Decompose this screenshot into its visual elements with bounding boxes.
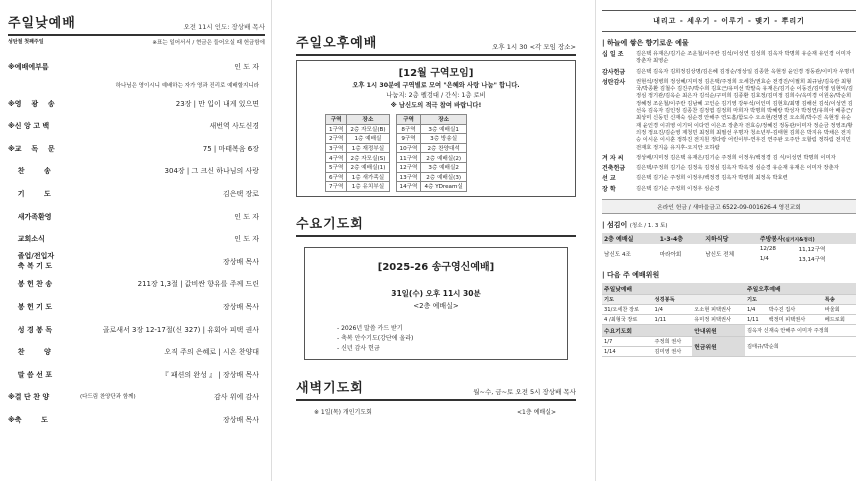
district-meeting-title: [12월 구역모임] xyxy=(398,68,474,79)
dawn-prayer-right: <1층 예배실> xyxy=(517,408,556,416)
table-cell: 4구역 xyxy=(326,153,347,163)
table-header-row xyxy=(326,115,467,125)
morning-worship-title: 주일낮예배 xyxy=(8,16,76,31)
morning-worship-subtitle xyxy=(8,38,265,46)
table-cell: 1/7 xyxy=(602,337,653,347)
table-cell: 유미정 피택권사 xyxy=(692,315,745,325)
table-header-cell: 기도 xyxy=(745,295,823,305)
servers-section-title xyxy=(602,220,856,230)
order-item-value: 75 | 마태복음 6장 xyxy=(202,144,259,153)
order-item-value: 하나님은 영이시니 예배하는 자가 영과 진리로 예배할지니라 xyxy=(115,82,259,89)
table-cell: 1층 재정부실 xyxy=(347,143,389,153)
table-cell: 14구역 xyxy=(396,182,421,192)
order-item-label: 봉 헌 기 도 xyxy=(8,302,53,311)
offering-names: 김은택 김기순 주정희 이정우/백정경 김옥자 박명희 최정옥 박효련 xyxy=(636,175,788,182)
table-header-cell: 장소 xyxy=(421,115,466,125)
table-header-cell: 구역 xyxy=(326,115,347,125)
order-item xyxy=(8,364,265,387)
sunday-morning-worship-column xyxy=(0,0,272,481)
table-cell: 오소현 피택권사 xyxy=(692,305,745,315)
table-header-cell xyxy=(758,233,856,244)
table-header-cell: 헌금위원 xyxy=(692,337,745,357)
order-item-label: ※교 독 문 xyxy=(8,144,55,153)
table-cell: 3층 방송실 xyxy=(421,134,466,144)
order-item xyxy=(8,93,265,116)
table-cell: 1층 유치부실 xyxy=(347,182,389,192)
list-item: - 축복 안수기도(강단에 올라) xyxy=(337,334,414,342)
afternoon-worship-title: 주일오후예배 xyxy=(296,36,378,51)
order-item-value: 김은택 장로 xyxy=(222,189,259,198)
table-spacer xyxy=(389,143,396,153)
dawn-prayer-time: 월~수, 금~토 오전 5시 장상배 목사 xyxy=(473,387,576,396)
order-item-label: 봉 헌 찬 송 xyxy=(8,280,53,289)
kitchen-sub: (실거지&정리) xyxy=(783,238,815,244)
table-cell: 2층 예배실(3) xyxy=(421,172,466,182)
divider xyxy=(296,399,576,401)
table-spacer xyxy=(389,182,396,192)
order-item-value: 장상배 목사 xyxy=(222,257,259,266)
table-cell: 2층 자모실(S) xyxy=(347,153,389,163)
order-item xyxy=(8,79,265,93)
afternoon-worship-header xyxy=(296,32,576,51)
kitchen-header: 주방봉사 xyxy=(759,236,783,244)
table-cell: 1/14 xyxy=(602,347,653,357)
servers-title: 섬김이 xyxy=(607,221,628,230)
table-subheader-row xyxy=(602,295,856,305)
order-item xyxy=(8,319,265,342)
table-cell: 바울회 xyxy=(823,305,856,315)
table-cell: 백정미 피택권사 xyxy=(767,315,823,325)
order-item-label: 찬 양 xyxy=(8,348,51,357)
order-item-value: 골로새서 3장 12-17절(신 327) | 유회아 피택 권사 xyxy=(102,325,259,334)
table-header-cell: 1-3-4층 xyxy=(659,236,684,244)
order-item-value: 23장 | 만 입이 내게 있으면 xyxy=(175,99,259,108)
table-header-row xyxy=(602,233,856,244)
divider xyxy=(296,235,576,237)
offering-category: 겨 자 씨 xyxy=(602,154,624,162)
table-header-cell: 2층 예배실 xyxy=(604,236,634,244)
order-item-label: 교회소식 xyxy=(8,235,45,244)
table-cell: 7구역 xyxy=(326,182,347,192)
offering-category: 성탄감사 xyxy=(602,78,626,86)
table-cell: 9구역 xyxy=(396,134,421,144)
offering-names: 김은택 유재은/김기순 조운철/이주란 김석/이성연 김성희 김옥자 박명희 유순재 유인경 이미자 장춘자 최영순 xyxy=(636,51,851,65)
afternoon-worship-column xyxy=(286,0,582,481)
order-item-label: 새가족환영 xyxy=(8,212,52,221)
table-header-cell: 특송 xyxy=(823,295,856,305)
table-row xyxy=(326,153,467,163)
district-meeting-line1: 오후 1시 30분에 구역별로 모여 "은혜와 사랑 나눔" 합니다. xyxy=(352,82,520,89)
list-item: - 신년 감사 헌금 xyxy=(337,344,380,352)
offerings-banner: 내리고 - 세우기 - 이루기 - 맺기 - 뿌리기 xyxy=(602,10,856,32)
order-item xyxy=(8,183,265,206)
table-cell: 2층 자모실(B) xyxy=(347,124,389,134)
table-header-cell: 구역 xyxy=(396,115,421,125)
table-cell: 2층 예배실(1) xyxy=(347,162,389,172)
offering-category: 장 학 xyxy=(602,185,616,193)
order-item xyxy=(8,160,265,183)
table-row xyxy=(326,162,467,172)
order-item xyxy=(8,296,265,319)
table-cell: 6구역 xyxy=(326,172,347,182)
table-cell: 3구역 xyxy=(326,143,347,153)
order-item-label: 성 경 봉 독 xyxy=(8,325,53,334)
table-header-cell: 주일낮예배 xyxy=(602,283,745,295)
divider xyxy=(296,54,576,56)
table-row xyxy=(326,172,467,182)
table-cell: 김태규/박순희 xyxy=(745,337,856,357)
morning-worship-header xyxy=(8,12,265,31)
district-location-table xyxy=(325,114,467,192)
order-item xyxy=(8,409,265,432)
dawn-prayer-header xyxy=(296,377,576,396)
new-year-service-place: <2층 예배실> xyxy=(413,301,459,310)
morning-worship-time: 오전 11시 인도: 장상배 목사 xyxy=(183,23,265,31)
table-row xyxy=(602,325,856,337)
offerings-list xyxy=(602,51,856,196)
table-cell: 4층 YDream실 xyxy=(421,182,466,192)
order-item-value: 『 패션의 완성 』 | 장상배 목사 xyxy=(161,370,259,379)
table-cell: 베드로회 xyxy=(823,315,856,325)
table-cell: 1/4 xyxy=(653,305,693,315)
order-item xyxy=(8,115,265,138)
offering-names: 김은택 김옥자 김희정김상명/김은혜 김정순/정상일 김종한 옥현정 윤인경 정동관/이미자 우명녀 xyxy=(636,68,855,75)
offering-row xyxy=(602,79,856,152)
table-cell: 3층 예배실1 xyxy=(421,124,466,134)
order-item-label: 졸업/전입자 축 복 기 도 xyxy=(17,251,55,270)
table-spacer xyxy=(389,172,396,182)
order-of-worship-list xyxy=(8,56,265,432)
order-item xyxy=(8,386,265,409)
table-spacer xyxy=(389,124,396,134)
table-cell: 남신도 전체 xyxy=(705,252,734,259)
table-cell: 13구역 xyxy=(396,172,421,182)
dawn-prayer-title: 새벽기도회 xyxy=(296,380,364,396)
offering-category: 십 일 조 xyxy=(602,51,624,58)
table-cell: 1/4 xyxy=(759,256,769,263)
order-item xyxy=(8,341,265,364)
order-item-value: 304장 | 그 크신 하나님의 사랑 xyxy=(164,167,259,176)
offering-row xyxy=(602,175,856,182)
offering-row xyxy=(602,69,856,76)
order-item-value: 인 도 자 xyxy=(234,235,259,244)
order-item xyxy=(8,273,265,296)
offering-row xyxy=(602,155,856,162)
dawn-prayer-left: ※ 1일(목) 개인기도회 xyxy=(314,408,372,416)
offering-names: 권현석/정병희 정성혜/지미정 김은택/주정희 오세찬/권효순 전경진/이필희 최규남/김옥란 최형국/박종환 김철수 김진주/박수희 김효근/유미선 박말숙 유재은/김기순 이동진/김미영 임현익/김정심 정기관/김옥순 최은자 김석순/구미희 김종환 김효정/김미정 김희수/옥미경 이원웅/박순희 정혜정 조운철/이주란 김남혜 고인순 김기영 강두석/이인미 김현호/최명 김해선 김석/이성연 김선옥 김옥자 김인정 김종찬 김정엽 김정희 마희자 박명희 박혜랑 박성자 박정연/유희아 배종근/최상미 신동민 신재숙 심순경 안해주 연도흠/함도수 오소현/전명진 오소희/박수진 옥현정 유순재 윤인경 이귀영 이기덕 이다연 이은조 장춘자 전효승/정혜진 정동관/이미자 정순금 정영조/황의정 정요진/김순영 제청민 최정희 최필선 우명자 청소년부-김태현 김희은 박지유 박채은 전지승 이시운 이시훈 정하진 전지원 정다랑 어린이부-연우진 연주완 오주안 오할림 정하림 전지민 전재호 정지음 유지후-오지안 오하람 xyxy=(636,78,853,151)
table-cell: 마라아회 xyxy=(659,252,682,259)
table-row xyxy=(602,244,856,254)
list-item: - 2026년 말씀 카드 받기 xyxy=(337,324,403,332)
new-year-service-title: [2025-26 송구영신예배] xyxy=(377,261,495,273)
offering-row xyxy=(602,186,856,193)
order-item xyxy=(8,228,265,251)
order-item xyxy=(8,251,265,274)
next-week-section-title: | 다음 주 예배위원 xyxy=(602,270,856,280)
servers-subtitle: (청소 / 1. 3 토) xyxy=(629,223,668,230)
offering-category: 감사헌금 xyxy=(602,68,626,76)
table-header-cell: 안내위원 xyxy=(692,325,745,337)
online-offering-account: 온라인 헌금 / 새마을금고 6522-09-001626-4 영진교회 xyxy=(602,199,856,214)
order-item-value: 새번역 사도신경 xyxy=(209,122,259,131)
wednesday-header xyxy=(296,213,576,232)
order-item-value: 오직 주의 은혜로 | 시온 찬양대 xyxy=(164,348,259,357)
subtitle-left: 성탄절 첫째주일 xyxy=(8,39,44,45)
wednesday-title: 수요기도회 xyxy=(296,216,364,232)
order-item-value: 211장 1,3절 | 값비싼 향유를 주께 드린 xyxy=(137,280,259,289)
order-item-label: ※축 도 xyxy=(8,415,48,424)
new-year-service-box xyxy=(304,247,568,360)
table-cell: 1/4 xyxy=(745,305,767,315)
offering-names: 정상배/지미정 김은택 유재은/김기순 주정희 이정우/백정경 김 식/이성연 박명희 이미자 xyxy=(636,154,836,161)
table-row xyxy=(602,315,856,325)
table-cell: 11,12구역 xyxy=(798,247,826,254)
table-row xyxy=(326,143,467,153)
table-header-cell: 장소 xyxy=(347,115,389,125)
table-header-cell: 기도 xyxy=(602,295,653,305)
subtitle-right: ※표는 일어서서 / 현금은 들어오실 때 헌금함에 xyxy=(152,40,265,46)
order-item-label: 찬 송 xyxy=(8,167,51,176)
table-cell: 주정희 권사 xyxy=(653,337,693,347)
table-cell: 1/11 xyxy=(653,315,693,325)
table-cell: 김옥자 신재숙 안해주 이미자 주정희 xyxy=(745,325,856,337)
district-meeting-line2: 나눔지: 2층 펠겅대 / 간식: 1층 로비 xyxy=(386,92,486,99)
table-cell: 4 /최형국 장로 xyxy=(602,315,653,325)
table-header-cell: 성경봉독 xyxy=(653,295,745,305)
offering-row xyxy=(602,51,856,66)
servers-table xyxy=(602,233,856,264)
order-item-label: 말 씀 선 포 xyxy=(8,370,53,379)
offering-category: 건축헌금 xyxy=(602,165,626,173)
order-item-label: ※예배에부름 xyxy=(8,63,49,71)
table-row xyxy=(602,337,856,347)
offering-category: 선 교 xyxy=(602,175,616,183)
table-cell: 박수진 집사 xyxy=(767,305,823,315)
order-item-value: 감사 위에 감사 xyxy=(213,393,259,402)
divider xyxy=(8,34,265,36)
district-meeting-line3: ※ 남신도의 적극 참여 바랍니다! xyxy=(390,102,482,109)
table-row xyxy=(326,134,467,144)
table-row xyxy=(602,305,856,315)
table-row xyxy=(326,124,467,134)
table-cell: 5구역 xyxy=(326,162,347,172)
table-cell: 12/28 xyxy=(759,246,776,253)
table-cell: 31/오세찬 장로 xyxy=(602,305,653,315)
dawn-prayer-note xyxy=(296,405,576,416)
order-item-label: ※영 광 송 xyxy=(8,99,55,108)
table-cell: 1층 새가족실 xyxy=(347,172,389,182)
offerings-column xyxy=(595,0,860,481)
district-meeting-box xyxy=(296,60,576,197)
table-cell: 1구역 xyxy=(326,124,347,134)
order-item-label: ※신 앙 고 백 xyxy=(8,122,50,131)
table-cell: 1/11 xyxy=(745,315,767,325)
table-row xyxy=(326,182,467,192)
table-header-cell: 지하식당 xyxy=(705,236,729,244)
order-item-value: 장상배 목사 xyxy=(222,302,259,311)
spacer xyxy=(602,193,856,196)
table-cell: 11구역 xyxy=(396,153,421,163)
new-year-service-time: 31일(수) 오후 11시 30분 xyxy=(391,288,481,298)
table-cell: 2층 예배실(2) xyxy=(421,153,466,163)
new-year-service-list xyxy=(305,324,567,354)
table-cell: 2구역 xyxy=(326,134,347,144)
table-cell: 남신도 4조 xyxy=(604,252,631,259)
table-spacer xyxy=(389,115,396,125)
table-cell: 12구역 xyxy=(396,162,421,172)
offerings-section-title: | 하늘에 쌓은 향기로운 예물 xyxy=(602,38,856,48)
table-spacer xyxy=(389,134,396,144)
offering-row xyxy=(602,165,856,172)
order-item xyxy=(8,206,265,229)
order-item-value: 장상배 목사 xyxy=(222,415,259,424)
table-cell: 3층 예배실2 xyxy=(421,162,466,172)
order-item-note: (다드림 찬양단과 함께) xyxy=(80,394,136,401)
table-header-cell: 수요기도회 xyxy=(602,325,692,337)
table-cell: 10구역 xyxy=(396,143,421,153)
order-item xyxy=(8,138,265,161)
table-cell: 2층 찬양대석 xyxy=(421,143,466,153)
table-cell: 13,14구역 xyxy=(798,257,826,264)
order-item-label: 기 도 xyxy=(8,189,51,198)
order-item-label: ※결 단 찬 양 xyxy=(8,393,50,402)
next-week-table xyxy=(602,283,856,357)
table-spacer xyxy=(389,153,396,163)
order-item-value: 인 도 자 xyxy=(234,212,259,221)
table-cell: 8구역 xyxy=(396,124,421,134)
table-cell: 1층 예배실 xyxy=(347,134,389,144)
order-item-value: 인 도 자 xyxy=(234,63,259,71)
order-item xyxy=(8,56,265,79)
table-cell: 김미영 권사 xyxy=(653,347,693,357)
table-header-row xyxy=(602,283,856,295)
afternoon-worship-time: 오후 1시 30 <각 모임 장소> xyxy=(492,43,576,51)
table-header-cell: 주일오후예배 xyxy=(745,283,856,295)
table-spacer xyxy=(389,162,396,172)
offering-names: 김은택 김기순 주정희 이정우 심순경 xyxy=(636,185,720,192)
offering-names: 김은택/주정희 김기순 김정욱 김정심 김옥자 박옥정 심순경 유순재 유재은 이미자 장춘자 xyxy=(636,165,839,172)
